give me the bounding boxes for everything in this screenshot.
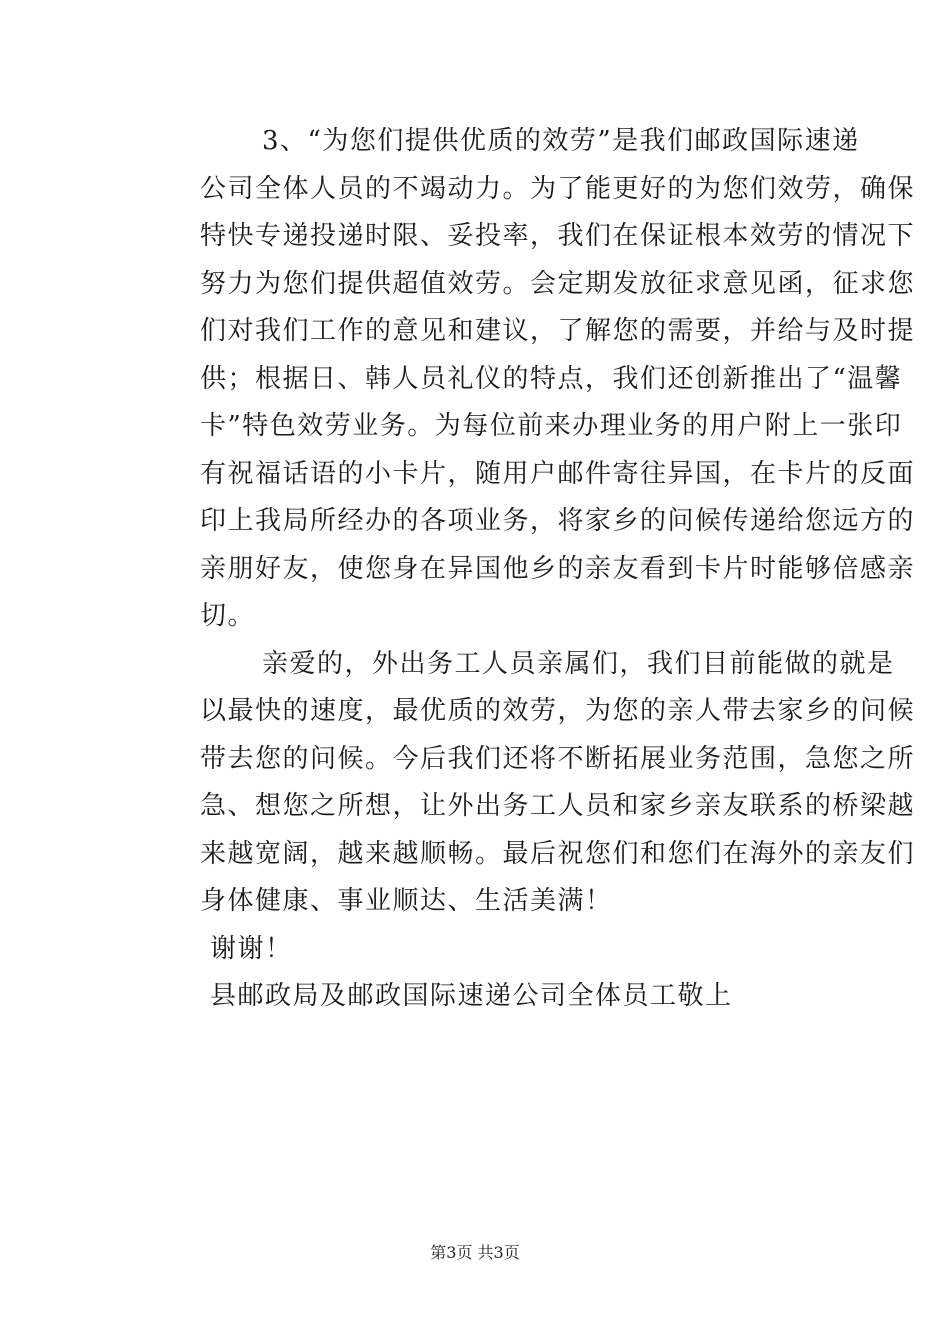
text-line: 急、想您之所想，让外出务工人员和家乡亲友联系的桥梁越 — [200, 791, 916, 821]
text-line: 亲爱的，外出务工人员亲属们，我们目前能做的就是 — [262, 648, 895, 679]
text-line: 以最快的速度，最优质的效劳，为您的亲人带去家乡的问候 — [200, 696, 916, 726]
thanks-line: 谢谢！ — [210, 933, 293, 964]
text-line: 们对我们工作的意见和建议，了解您的需要，并给与及时提 — [200, 316, 916, 346]
page-number: 第3页 共3页 — [430, 1243, 520, 1262]
text-line: 供；根据日、韩人员礼仪的特点，我们还创新推出了“温馨 — [200, 363, 903, 394]
text-line: 特快专递投递时限、妥投率，我们在保证根本效劳的情况下 — [200, 221, 916, 251]
text-line: 卡”特色效劳业务。为每位前来办理业务的用户附上一张印 — [200, 411, 903, 441]
document-body — [148, 118, 916, 1021]
text-line: 身体健康、事业顺达、生活美满！ — [200, 886, 613, 916]
signature-line: 县邮政局及邮政国际速递公司全体员工敬上 — [210, 981, 733, 1011]
text-line: 3、“为您们提供优质的效劳”是我们邮政国际速递 — [262, 126, 860, 156]
paragraph-closing — [148, 641, 916, 926]
text-line: 切。 — [200, 601, 256, 631]
text-line: 来越宽阔，越来越顺畅。最后祝您们和您们在海外的亲友们 — [200, 838, 916, 869]
text-line: 有祝福话语的小卡片，随用户邮件寄往异国，在卡片的反面 — [200, 458, 916, 489]
text-line: 努力为您们提供超值效劳。会定期发放征求意见函，征求您 — [200, 268, 916, 299]
text-line: 公司全体人员的不竭动力。为了能更好的为您们效劳，确保 — [200, 173, 916, 204]
text-line: 带去您的问候。今后我们还将不断拓展业务范围，急您之所 — [200, 743, 916, 774]
text-line: 亲朋好友，使您身在异国他乡的亲友看到卡片时能够倍感亲 — [200, 553, 916, 584]
paragraph-service-commitment — [148, 118, 916, 641]
text-line: 印上我局所经办的各项业务，将家乡的问候传递给您远方的 — [200, 506, 916, 536]
page-footer — [0, 1240, 950, 1263]
